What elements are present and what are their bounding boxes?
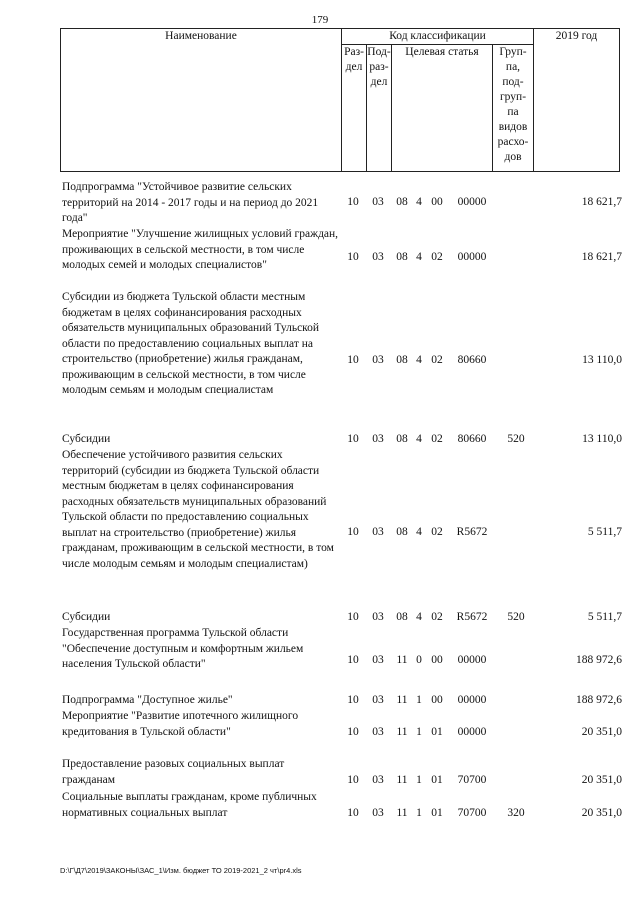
row-target-program: 08 (396, 433, 408, 445)
row-target-subprogram: 1 (416, 726, 422, 738)
row-target-program: 11 (396, 726, 408, 738)
row-section: 10 (347, 251, 359, 263)
row-amount: 20 351,0 (581, 807, 622, 819)
row-name: Мероприятие "Развитие ипотечного жилищного кредитования в Тульской области" (62, 710, 299, 738)
row-subsection: 03 (372, 807, 384, 819)
row-name: Мероприятие "Улучшение жилищных условий граждан, проживающих в сельской местности, в том числе молодых семей и молодых специалистов" (62, 228, 339, 271)
row-target-subprogram: 4 (416, 611, 422, 623)
row-target-direction: 70700 (457, 774, 487, 786)
header-target-item: Целевая статья (392, 45, 493, 172)
row-target-subprogram: 0 (416, 654, 422, 666)
row-target-program: 08 (396, 526, 408, 538)
row-name: Предоставление разовых социальных выплат гражданам (62, 758, 285, 786)
row-name: Субсидии (62, 611, 111, 623)
row-target-subprogram: 4 (416, 196, 422, 208)
row-target-event: 00 (431, 694, 443, 706)
row-target-direction: 80660 (457, 354, 487, 366)
row-target-direction: 70700 (457, 807, 487, 819)
row-amount: 13 110,0 (582, 354, 622, 366)
row-target-direction: R5672 (456, 611, 488, 623)
row-target-event: 02 (431, 433, 443, 445)
header-year: 2019 год (534, 29, 620, 172)
row-amount: 13 110,0 (582, 433, 622, 445)
row-subsection: 03 (372, 433, 384, 445)
row-target-event: 02 (431, 354, 443, 366)
row-target-program: 08 (396, 251, 408, 263)
row-name: Субсидии из бюджета Тульской области местным бюджетам в целях софинансирования расходных обязательств муниципальных образований Тульской области по предоставлению социальных выплат на строительство (приобретение) жилья гражданам, проживающим в сельской местности, в том числе молодым семьям и молодым специалистам (62, 291, 320, 396)
header-subsection: Под- раз- дел (367, 45, 392, 172)
row-target-subprogram: 4 (416, 433, 422, 445)
row-target-program: 08 (396, 354, 408, 366)
row-target-event: 01 (431, 726, 443, 738)
row-subsection: 03 (372, 251, 384, 263)
row-subsection: 03 (372, 654, 384, 666)
row-target-event: 00 (431, 654, 443, 666)
row-expense-group: 520 (507, 611, 525, 623)
row-target-event: 01 (431, 807, 443, 819)
row-target-subprogram: 1 (416, 774, 422, 786)
row-amount: 5 511,7 (587, 526, 622, 538)
row-section: 10 (347, 354, 359, 366)
row-target-subprogram: 1 (416, 807, 422, 819)
row-subsection: 03 (372, 694, 384, 706)
header-section: Раз- дел (342, 45, 367, 172)
row-target-direction: 00000 (457, 694, 487, 706)
row-subsection: 03 (372, 774, 384, 786)
table-header (60, 28, 620, 172)
row-name: Субсидии (62, 433, 111, 445)
row-section: 10 (347, 694, 359, 706)
row-target-direction: 00000 (457, 251, 487, 263)
row-amount: 20 351,0 (581, 726, 622, 738)
row-section: 10 (347, 654, 359, 666)
row-target-direction: R5672 (456, 526, 488, 538)
file-path-footer: D:\Г\Д7\2019\ЗАКОНЫ\ЗАС_1\Изм. бюджет ТО 2019-2021_2 чт\pr4.xls (60, 866, 302, 875)
row-name: Обеспечение устойчивого развития сельских территорий (субсидии из бюджета Тульской области местным бюджетам в целях софинансирования расходных обязательств муниципальных образований Тульской области по предоставлению социальных выплат на строительство (приобретение) жилья гражданам, проживающим в сельской местности, в том числе молодым семьям и молодым специалистам) (62, 449, 334, 570)
row-target-program: 11 (396, 807, 408, 819)
row-target-program: 08 (396, 611, 408, 623)
row-amount: 18 621,7 (581, 251, 622, 263)
row-target-subprogram: 4 (416, 354, 422, 366)
row-name: Государственная программа Тульской области "Обеспечение доступным и комфортным жильем населения Тульской области" (62, 627, 304, 670)
row-subsection: 03 (372, 611, 384, 623)
row-target-subprogram: 1 (416, 694, 422, 706)
row-target-event: 01 (431, 774, 443, 786)
row-target-event: 02 (431, 251, 443, 263)
row-subsection: 03 (372, 196, 384, 208)
row-section: 10 (347, 526, 359, 538)
row-amount: 188 972,6 (576, 654, 622, 666)
row-section: 10 (347, 807, 359, 819)
row-target-direction: 80660 (457, 433, 487, 445)
row-name: Подпрограмма "Доступное жилье" (62, 694, 233, 706)
page-number: 179 (311, 14, 329, 26)
header-name: Наименование (61, 29, 342, 172)
row-target-event: 02 (431, 526, 443, 538)
row-subsection: 03 (372, 526, 384, 538)
row-target-program: 11 (396, 654, 408, 666)
row-target-subprogram: 4 (416, 526, 422, 538)
row-amount: 18 621,7 (581, 196, 622, 208)
row-amount: 188 972,6 (576, 694, 622, 706)
row-target-event: 02 (431, 611, 443, 623)
row-subsection: 03 (372, 354, 384, 366)
row-target-direction: 00000 (457, 654, 487, 666)
header-expense-group: Груп- па, под- груп- па видов расхо- дов (493, 45, 534, 172)
row-amount: 20 351,0 (581, 774, 622, 786)
row-target-direction: 00000 (457, 196, 487, 208)
row-section: 10 (347, 196, 359, 208)
row-amount: 5 511,7 (587, 611, 622, 623)
row-target-direction: 00000 (457, 726, 487, 738)
row-target-program: 08 (396, 196, 408, 208)
row-section: 10 (347, 611, 359, 623)
row-expense-group: 520 (507, 433, 525, 445)
row-subsection: 03 (372, 726, 384, 738)
row-target-event: 00 (431, 196, 443, 208)
row-section: 10 (347, 433, 359, 445)
row-name: Социальные выплаты гражданам, кроме публичных нормативных социальных выплат (62, 791, 317, 819)
row-section: 10 (347, 726, 359, 738)
row-expense-group: 320 (507, 807, 525, 819)
row-target-program: 11 (396, 694, 408, 706)
row-target-program: 11 (396, 774, 408, 786)
row-target-subprogram: 4 (416, 251, 422, 263)
row-name: Подпрограмма "Устойчивое развитие сельских территорий на 2014 - 2017 годы и на период до 2021 года" (62, 181, 319, 224)
header-code-group: Код классификации (342, 29, 534, 45)
row-section: 10 (347, 774, 359, 786)
